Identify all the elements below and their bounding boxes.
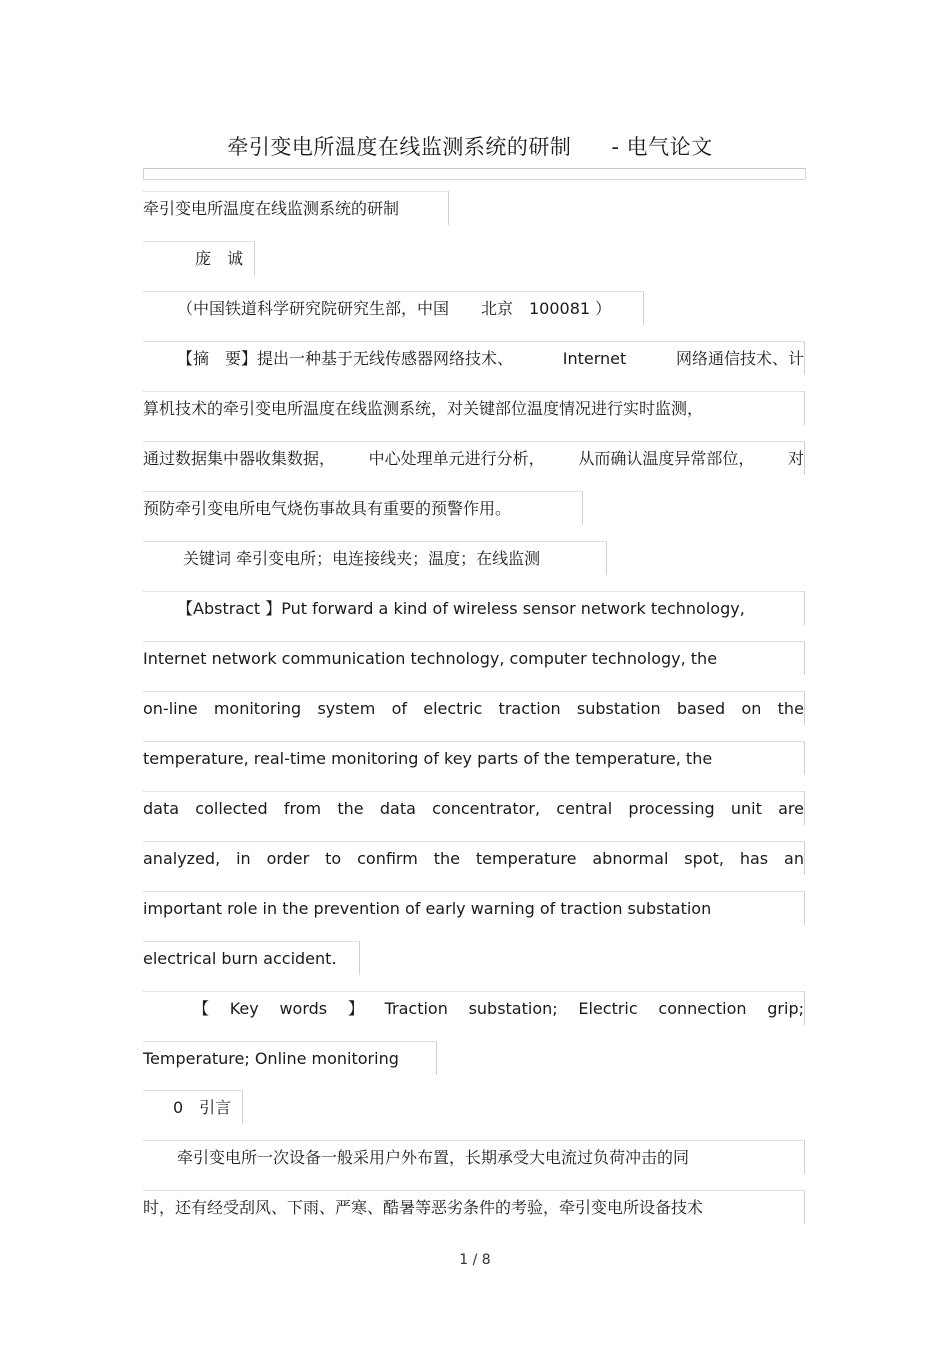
page-number: 1 / 8 <box>459 1252 491 1268</box>
affiliation: （中国铁道科学研究院研究生部，中国 北京 100081 ） <box>143 291 644 325</box>
abstract-en-line-6 <box>143 841 805 875</box>
abstract-en-line-4: temperature, real-time monitoring of key parts of the temperature, the <box>143 741 805 775</box>
word: grip; <box>767 999 804 1018</box>
keywords-cn: 关键词 牵引变电所；电连接线夹；温度；在线监测 <box>143 541 607 575</box>
word: has <box>739 849 769 868</box>
title-suffix: - 电气论文 <box>611 135 713 159</box>
word: spot, <box>684 849 724 868</box>
abstract-en-line-5 <box>143 791 805 825</box>
abstract-en-line-1: 【Abstract 】Put forward a kind of wireless sensor network technology, <box>143 591 805 625</box>
word: Traction <box>384 999 448 1018</box>
document-title <box>0 131 940 161</box>
abstract-en-line-2: Internet network communication technology, computer technology, the <box>143 641 805 675</box>
word: data <box>379 799 416 818</box>
paper-title: 牵引变电所温度在线监测系统的研制 <box>143 191 449 225</box>
abstract-cn-text: 对 <box>787 449 804 468</box>
word: substation; <box>468 999 558 1018</box>
word: concentrator, <box>432 799 541 818</box>
word: substation <box>576 699 661 718</box>
abstract-cn-line-2: 算机技术的牵引变电所温度在线监测系统，对关键部位温度情况进行实时监测， <box>143 391 805 425</box>
word: the <box>777 699 804 718</box>
abstract-en-line-7: important role in the prevention of early warning of traction substation <box>143 891 805 925</box>
word: analyzed, <box>143 849 221 868</box>
title-main: 牵引变电所温度在线监测系统的研制 <box>227 135 572 159</box>
word: electric <box>423 699 483 718</box>
word: the <box>433 849 460 868</box>
abstract-cn-line-4: 预防牵引变电所电气烧伤事故具有重要的预警作用。 <box>143 491 583 525</box>
word: collected <box>195 799 268 818</box>
word: of <box>391 699 407 718</box>
body-paragraph-line-2: 时，还有经受刮风、下雨、严寒、酷暑等恶劣条件的考验，牵引变电所设备技术 <box>143 1190 805 1224</box>
word: from <box>283 799 322 818</box>
word: unit <box>730 799 762 818</box>
word: confirm <box>357 849 418 868</box>
word: central <box>556 799 613 818</box>
word: 】 <box>347 999 364 1018</box>
word: on-line <box>143 699 198 718</box>
word: to <box>325 849 342 868</box>
word: monitoring <box>213 699 302 718</box>
word: traction <box>498 699 561 718</box>
word: system <box>317 699 376 718</box>
abstract-cn-text: 【摘 要】提出一种基于无线传感器网络技术、 <box>177 349 514 368</box>
keywords-en-line-2: Temperature; Online monitoring <box>143 1041 437 1075</box>
abstract-en-line-8: electrical burn accident. <box>143 941 360 975</box>
title-divider <box>143 168 806 180</box>
word: data <box>143 799 180 818</box>
word: in <box>236 849 251 868</box>
abstract-cn-text: 中心处理单元进行分析， <box>368 449 545 468</box>
abstract-cn-text: 从而确认温度异常部位， <box>578 449 755 468</box>
word: on <box>741 699 762 718</box>
word: an <box>784 849 804 868</box>
author-name: 庞 诚 <box>143 241 255 275</box>
word: connection <box>658 999 747 1018</box>
word: temperature <box>475 849 577 868</box>
word: order <box>266 849 310 868</box>
abstract-cn-text: 网络通信技术、计 <box>675 349 804 368</box>
word: the <box>337 799 364 818</box>
abstract-cn-text: Internet <box>562 349 627 368</box>
abstract-cn-line-3 <box>143 441 805 475</box>
word: Electric <box>578 999 638 1018</box>
word: Key <box>229 999 259 1018</box>
word: words <box>279 999 328 1018</box>
body-paragraph-line-1: 牵引变电所一次设备一般采用户外布置，长期承受大电流过负荷冲击的同 <box>143 1140 805 1174</box>
keywords-en-line-1 <box>143 991 805 1025</box>
abstract-cn-line-1 <box>143 341 805 375</box>
word: abnormal <box>592 849 669 868</box>
word: 【 <box>193 999 210 1018</box>
section-heading: 0 引言 <box>143 1090 243 1124</box>
word: are <box>778 799 804 818</box>
word: based <box>676 699 726 718</box>
abstract-cn-text: 通过数据集中器收集数据， <box>143 449 336 468</box>
word: processing <box>628 799 715 818</box>
abstract-en-line-3 <box>143 691 805 725</box>
